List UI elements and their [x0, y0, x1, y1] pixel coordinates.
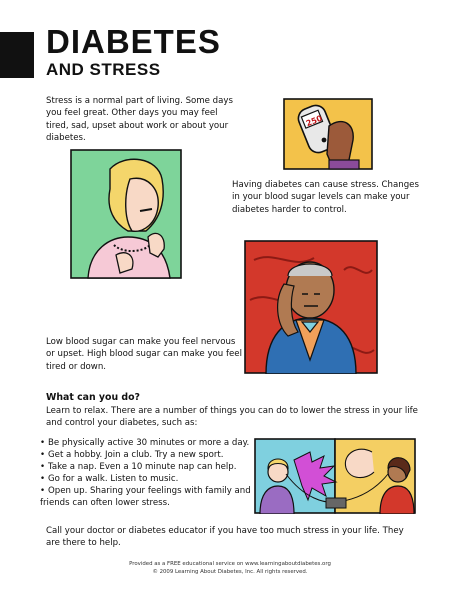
list-item	[40, 449, 260, 461]
meter-reading: 250	[304, 113, 324, 129]
relax-paragraph: Learn to relax. There are a number of things you can do to lower the stress in your life and control your diabetes, such as:	[46, 406, 418, 429]
footer-line-2: © 2009 Learning About Diabetes, Inc. All rights reserved.	[152, 569, 308, 575]
tip-text: Get a hobby. Join a club. Try a new sport.	[48, 450, 224, 461]
list-item	[40, 437, 260, 449]
blood-sugar-paragraph: Low blood sugar can make you feel nervous or upset. High blood sugar can make you feel tired or down.	[46, 337, 242, 372]
cause-paragraph: Having diabetes can cause stress. Changes in your blood sugar levels can make your diabetes harder to control.	[232, 180, 419, 215]
tip-text: Take a nap. Even a 10 minute nap can help.	[48, 462, 237, 473]
phone-conversation-illustration	[254, 438, 416, 514]
worried-man-illustration	[244, 240, 378, 374]
glucose-meter-illustration	[283, 98, 373, 170]
call-paragraph: Call your doctor or diabetes educator if you have too much stress in your life. They are there to help.	[46, 526, 404, 549]
footer-line-1: Provided as a FREE educational service on www.learningaboutdiabetes.org	[129, 561, 331, 567]
bullet: •	[40, 450, 46, 461]
bullet: •	[40, 438, 46, 448]
page-subtitle: AND STRESS	[46, 60, 161, 79]
bullet: •	[40, 462, 46, 473]
corner-block	[0, 32, 34, 78]
tip-text: Open up. Sharing your feelings with family and friends can often lower stress.	[40, 486, 251, 509]
bullet: •	[40, 474, 46, 485]
tip-text: Be physically active 30 minutes or more a day.	[48, 438, 250, 448]
tips-list	[40, 437, 260, 510]
tip-text: Go for a walk. Listen to music.	[48, 474, 179, 485]
stressed-woman-illustration	[70, 149, 182, 279]
bullet: •	[40, 486, 46, 497]
list-item	[40, 473, 260, 485]
section-heading: What can you do?	[46, 392, 140, 403]
list-item	[40, 485, 260, 509]
page-title: DIABETES	[46, 23, 221, 60]
list-item	[40, 461, 260, 473]
intro-paragraph: Stress is a normal part of living. Some days you feel great. Other days you may feel tired, sad, upset about work or about your diabetes.	[46, 96, 233, 143]
